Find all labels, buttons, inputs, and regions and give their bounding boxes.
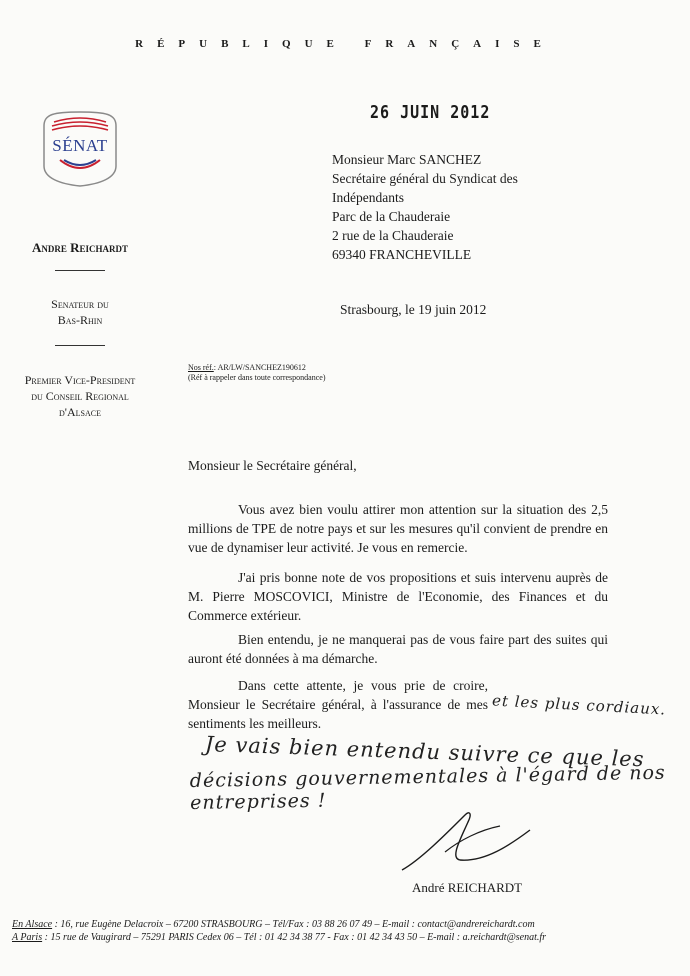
handwritten-note-line2: décisions gouvernementales à l'égard de nos entreprises ! [189,761,666,814]
footer-alsace [12,918,535,931]
signatory-name: André REICHARDT [412,880,523,895]
recipient-line: 2 rue de la Chauderaie [332,228,454,243]
reference-label: Nos réf. [188,363,214,372]
paragraph [188,630,608,668]
sender-name: Andre Reichardt [31,240,129,255]
place-and-date: Strasbourg, le 19 juin 2012 [340,302,487,317]
sender-vp-line2: du Conseil Regional [31,389,129,403]
handwritten-note-line1: Je vais bien entendu suivre ce que les [204,732,645,772]
recipient-line: Indépendants [332,190,404,205]
paragraph-text: Vous avez bien voulu attirer mon attention sur la situation des 2,5 millions de TPE de notre pays et sur les mesures qu'il convient de prendre en vue de dynamiser leur activité. Je vous en remercie. [188,502,608,555]
sidebar-divider [55,345,105,346]
letterhead-title: RÉPUBLIQUE FRANÇAISE [135,38,555,50]
recipient-line: Secrétaire général du Syndicat des [332,171,518,186]
paragraph-text: Bien entendu, je ne manquerai pas de vous faire part des suites qui auront été données à ma démarche. [188,632,608,666]
sender-role-line1: Senateur du [51,297,109,311]
paragraph [188,568,608,625]
received-date-stamp: 26 JUIN 2012 [370,101,491,123]
paragraph [188,500,608,557]
footer-alsace-label: En Alsace [12,919,53,930]
sender-vp-line3: d'Alsace [59,405,101,419]
handwritten-closing: et les plus cordiaux. [491,691,667,719]
sender-role-line2: Bas-Rhin [57,313,103,327]
paragraph [188,676,488,733]
logo-text: SÉNAT [52,136,108,155]
sender-vp-title [0,372,160,420]
recipient-line: 69340 FRANCHEVILLE [332,247,472,262]
footer-alsace-text: : 16, rue Eugène Delacroix – 67200 STRASBOURG – Tél/Fax : 03 88 26 07 49 – E-mail : contact@andrereichardt.com [52,919,535,930]
sidebar-divider [55,270,105,271]
reference-note: (Réf à rappeler dans toute correspondance) [188,373,326,382]
signature-scrawl [390,800,550,880]
footer-paris [12,931,546,944]
senat-logo [40,108,120,188]
sender-role [0,296,160,328]
recipient-address [332,150,518,264]
footer-paris-label: A Paris [12,932,43,943]
paragraph-text: J'ai pris bonne note de vos propositions et suis intervenu auprès de M. Pierre MOSCOVICI, Ministre de l'Economie, des Finances et du Commerce extérieur. [188,570,608,623]
salutation: Monsieur le Secrétaire général, [188,458,357,473]
recipient-line: Parc de la Chauderaie [332,209,451,224]
reference-block [188,363,326,383]
footer-paris-text: : 15 rue de Vaugirard – 75291 PARIS Cedex 06 – Tél : 01 42 34 38 77 - Fax : 01 42 34 43 50 – E-mail : a.reichardt@senat.fr [42,932,547,943]
reference-code: : AR/LW/SANCHEZ190612 [213,363,306,372]
recipient-line: Monsieur Marc SANCHEZ [332,152,482,167]
paragraph-text: Dans cette attente, je vous prie de croire, Monsieur le Secrétaire général, à l'assurance de mes sentiments les meilleurs. [188,678,488,731]
sender-vp-line1: Premier Vice-President [24,373,136,387]
